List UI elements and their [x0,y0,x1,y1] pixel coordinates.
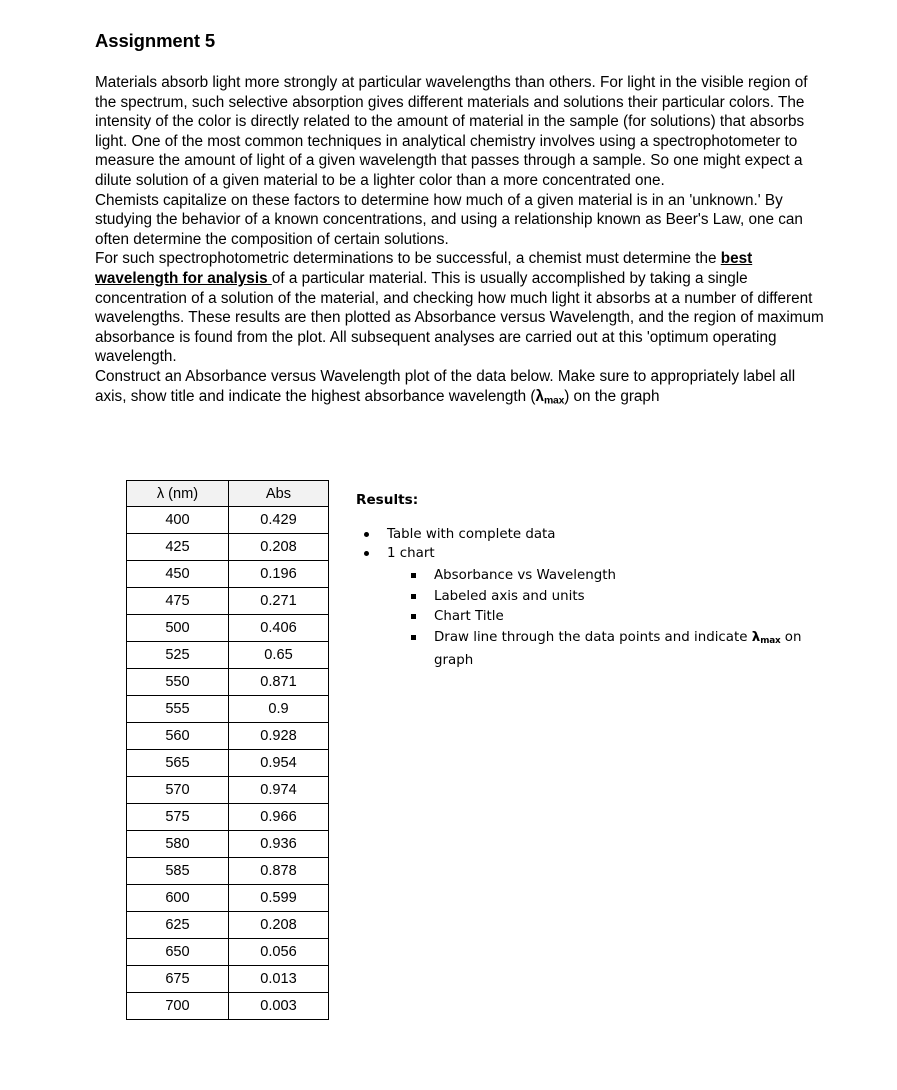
lambda-subscript: max [760,635,781,646]
table-row [127,561,329,588]
paragraph-1: Materials absorb light more strongly at particular wavelengths than others. For light in the visible region of the spectrum, such selective absorption gives different materials and solutions their particular colors. The intensity of the color is directly related to the amount of material in the sample (for solutions) that absorbs light. One of the most common techniques in analytical chemistry involves using a spectrophotometer to measure the amount of light of a given wavelength that passes through a sample. So one might expect a dilute solution of a given material to be a lighter color than a more concentrated one. [95,74,808,189]
absorbance-data-table-wrapper [126,480,329,1020]
cell-wavelength: 450 [127,561,229,588]
sublist-item-label-tail: on graph [434,629,802,668]
sublist-item [387,628,836,672]
body-prose [95,73,825,410]
table-row [127,831,329,858]
table-row [127,723,329,750]
cell-absorbance: 0.974 [229,777,329,804]
column-header-wavelength: λ (nm) [127,481,229,507]
cell-absorbance: 0.208 [229,912,329,939]
cell-wavelength: 575 [127,804,229,831]
cell-absorbance: 0.936 [229,831,329,858]
cell-wavelength: 550 [127,669,229,696]
list-item [356,525,836,544]
cell-absorbance: 0.196 [229,561,329,588]
cell-wavelength: 675 [127,966,229,993]
cell-wavelength: 570 [127,777,229,804]
paragraph-4-tail: ) on the graph [564,387,660,405]
bullet-dot-icon [364,551,369,556]
bullet-dot-icon [364,532,369,537]
bullet-square-icon [411,614,416,619]
cell-wavelength: 400 [127,507,229,534]
paragraph-3-lead: For such spectrophotometric determinations to be successful, a chemist must determine the [95,250,721,268]
page-title: Assignment 5 [95,30,216,51]
results-heading: Results: [356,492,419,508]
lambda-subscript: max [544,394,565,406]
results-sublist [387,566,836,671]
table-row [127,696,329,723]
table-row [127,642,329,669]
table-row [127,885,329,912]
sublist-item [387,607,836,628]
cell-absorbance: 0.013 [229,966,329,993]
list-item-label: Table with complete data [387,527,556,542]
cell-wavelength: 700 [127,993,229,1020]
list-item-label: 1 chart [387,546,435,561]
table-row [127,939,329,966]
cell-wavelength: 525 [127,642,229,669]
absorbance-data-table [126,480,329,1020]
table-row [127,858,329,885]
cell-wavelength: 600 [127,885,229,912]
sublist-item-label: Absorbance vs Wavelength [434,568,616,583]
cell-wavelength: 560 [127,723,229,750]
sublist-item [387,587,836,608]
cell-wavelength: 565 [127,750,229,777]
table-row [127,588,329,615]
table-row [127,804,329,831]
cell-absorbance: 0.928 [229,723,329,750]
table-header-row [127,481,329,507]
cell-absorbance: 0.271 [229,588,329,615]
results-list [356,525,836,671]
column-header-absorbance: Abs [229,481,329,507]
lambda-symbol: λ [751,629,761,645]
cell-absorbance: 0.966 [229,804,329,831]
paragraph-3 [95,249,825,367]
sublist-item-label-lead: Draw line through the data points and indicate [434,629,752,645]
paragraph-4 [95,367,825,410]
cell-absorbance: 0.9 [229,696,329,723]
table-row [127,669,329,696]
cell-wavelength: 555 [127,696,229,723]
table-row [127,750,329,777]
cell-absorbance: 0.003 [229,993,329,1020]
cell-wavelength: 475 [127,588,229,615]
cell-absorbance: 0.406 [229,615,329,642]
paragraph-3-tail: of a particular material. This is usually accomplished by taking a single concentration of a solution of the material, and checking how much light it absorbs at a number of different wavelengths. These results are then plotted as Absorbance versus Wavelength, and the region of maximum absorbance is found from the plot. All subsequent analyses are carried out at this 'optimum operating wavelength. [95,269,824,366]
cell-absorbance: 0.429 [229,507,329,534]
cell-absorbance: 0.954 [229,750,329,777]
table-body [127,507,329,1020]
bullet-square-icon [411,573,416,578]
sublist-item-label: Labeled axis and units [434,588,585,604]
sublist-item-label: Chart Title [434,609,504,624]
emphasized-phrase: best wavelength for analysis [95,250,753,287]
paragraph-4-lead: Construct an Absorbance versus Wavelength plot of the data below. Make sure to appropriately label all axis, show title and indicate the highest absorbance wavelength ( [95,367,796,405]
cell-absorbance: 0.871 [229,669,329,696]
bullet-square-icon [411,594,416,599]
table-row [127,966,329,993]
list-item [356,544,836,671]
cell-wavelength: 580 [127,831,229,858]
cell-wavelength: 500 [127,615,229,642]
lambda-max-inline [535,388,564,405]
cell-absorbance: 0.208 [229,534,329,561]
table-row [127,507,329,534]
lambda-symbol: λ [535,387,544,405]
cell-absorbance: 0.878 [229,858,329,885]
cell-absorbance: 0.65 [229,642,329,669]
lambda-max-inline [752,630,781,645]
table-row [127,993,329,1020]
table-row [127,777,329,804]
paragraph-2: Chemists capitalize on these factors to determine how much of a given material is in an 'unknown.' By studying the behavior of a known concentrations, and using a relationship known as Beer's Law, one can often determine the composition of certain solutions. [95,191,803,248]
cell-wavelength: 425 [127,534,229,561]
cell-wavelength: 625 [127,912,229,939]
bullet-square-icon [411,635,416,640]
cell-absorbance: 0.599 [229,885,329,912]
results-section [356,492,836,671]
sublist-item [387,566,836,587]
table-header [127,481,329,507]
table-row [127,615,329,642]
cell-absorbance: 0.056 [229,939,329,966]
cell-wavelength: 585 [127,858,229,885]
table-row [127,912,329,939]
cell-wavelength: 650 [127,939,229,966]
table-row [127,534,329,561]
